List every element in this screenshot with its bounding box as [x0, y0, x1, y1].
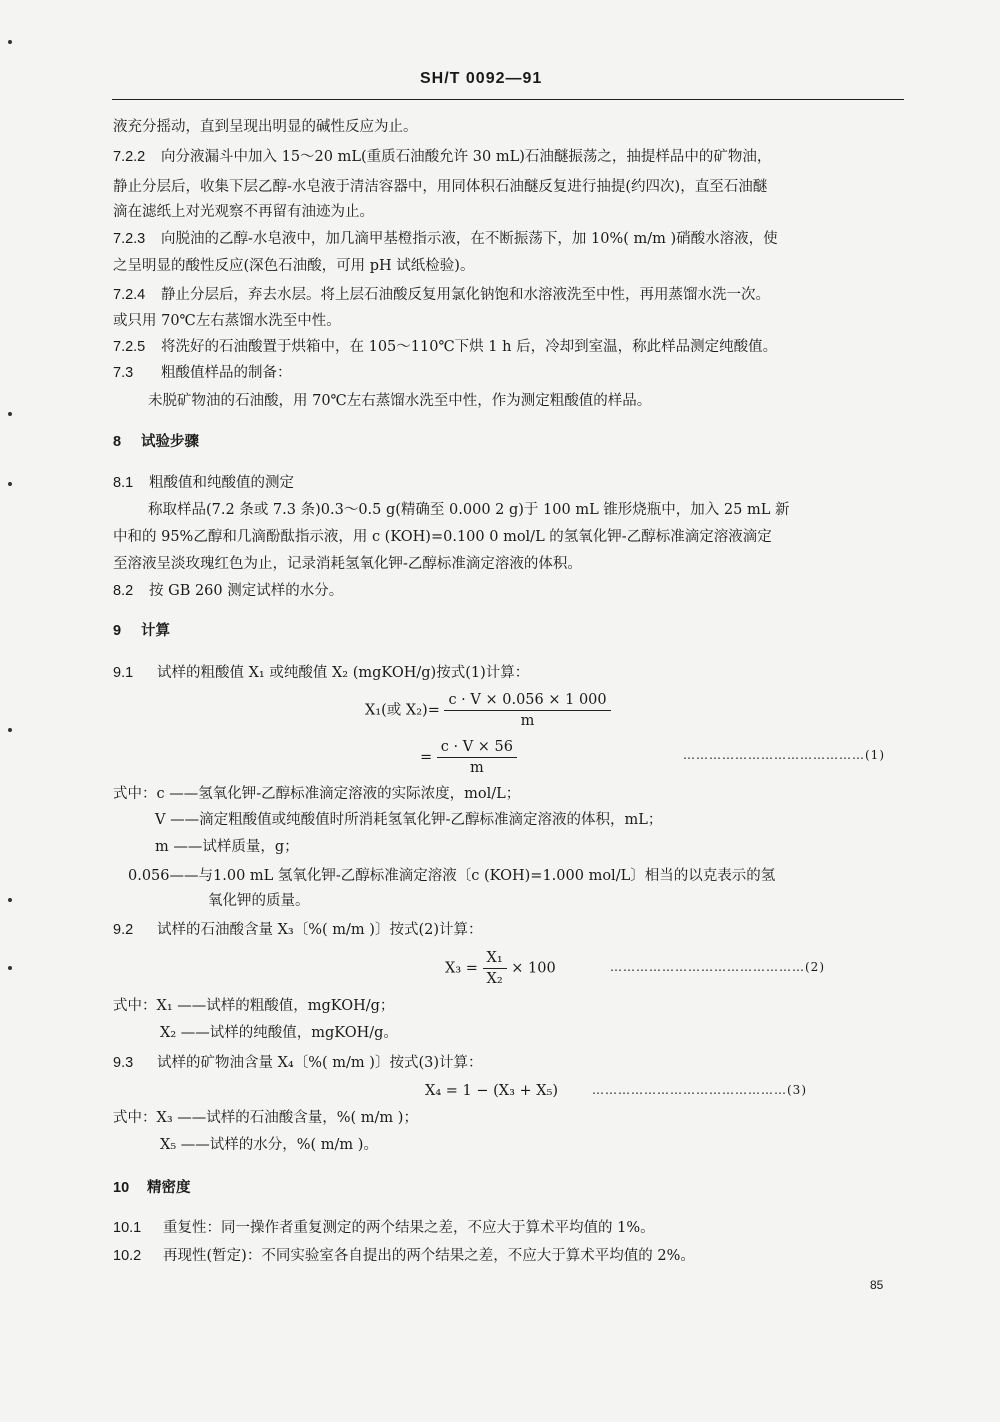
section-number: 9: [113, 623, 122, 639]
clause-7-2-5: [113, 337, 777, 357]
clause-8-2: [113, 581, 343, 601]
clause-number: 9.3: [113, 1055, 134, 1071]
clause-number: 8.1: [113, 475, 134, 491]
paragraph-line: 未脱矿物油的石油酸，用 70℃左右蒸馏水洗至中性，作为测定粗酸值的样品。: [148, 393, 652, 409]
clause-7-3: [113, 363, 292, 383]
clause-text: 试样的矿物油含量 X₄〔%( m/m )〕按式(3)计算：: [157, 1055, 483, 1071]
clause-text: 按 GB 260 测定试样的水分。: [149, 583, 344, 599]
scan-speck: [8, 40, 12, 44]
section-title: 试验步骤: [141, 434, 199, 450]
paragraph-line: 之呈明显的酸性反应(深色石油酸，可用 pH 试纸检验)。: [113, 258, 475, 274]
clause-9-2: [113, 920, 482, 940]
where-line: 0.056——与1.00 mL 氢氧化钾-乙醇标准滴定溶液〔c (KOH)=1.000 mol/L〕相当的以克表示的氢: [128, 868, 776, 884]
clause-number: 7.2.2: [113, 149, 146, 165]
equation-number: (3): [787, 1083, 807, 1097]
clause-text: 重复性：同一操作者重复测定的两个结果之差，不应大于算术平均值的 1%。: [163, 1220, 655, 1236]
clause-text: 向脱油的乙醇-水皂液中，加几滴甲基橙指示液，在不断振荡下，加 10%( m/m )硝酸水溶液，使: [161, 231, 778, 247]
scan-speck: [8, 728, 12, 732]
clause-text: 试样的粗酸值 X₁ 或纯酸值 X₂ (mgKOH/g)按式(1)计算：: [157, 665, 530, 681]
where-line: X₂ ——试样的纯酸值，mgKOH/g。: [160, 1025, 398, 1041]
clause-text: 将洗好的石油酸置于烘箱中，在 105～110℃下烘 1 h 后，冷却到室温，称此样品测定纯酸值。: [161, 339, 778, 355]
fraction-denominator: m: [470, 760, 484, 776]
equation-fraction: [437, 737, 517, 778]
scan-speck: [8, 412, 12, 416]
clause-number: 9.2: [113, 922, 134, 938]
clause-7-2-3: [113, 229, 778, 249]
paragraph-line: 液充分摇动，直到呈现出明显的碱性反应为止。: [113, 119, 418, 135]
clause-text: 试样的石油酸含量 X₃〔%( m/m )〕按式(2)计算：: [157, 922, 483, 938]
section-number: 10: [113, 1180, 130, 1196]
clause-8-1: [113, 473, 294, 493]
where-line: 式中：X₁ ——试样的粗酸值，mgKOH/g；: [113, 998, 395, 1014]
where-line: 式中：X₃ ——试样的石油酸含量，%( m/m )；: [113, 1110, 418, 1126]
clause-7-2-4: [113, 285, 770, 305]
equation-lhs: =: [420, 749, 433, 766]
section-9-heading: [113, 621, 170, 641]
where-line: X₅ ——试样的水分，%( m/m )。: [160, 1137, 378, 1153]
equation-lhs: X₁(或 X₂)=: [365, 702, 440, 719]
section-title: 精密度: [147, 1180, 191, 1196]
clause-text: 粗酸值和纯酸值的测定: [149, 475, 294, 491]
clause-10-2: [113, 1246, 695, 1266]
equation-3: X₄ = 1 − (X₃ + X₅): [425, 1083, 559, 1099]
equation-lhs: X₃ =: [445, 960, 478, 977]
section-number: 8: [113, 434, 122, 450]
section-title: 计算: [141, 623, 170, 639]
paragraph-line: 至溶液呈淡玫瑰红色为止，记录消耗氢氧化钾-乙醇标准滴定溶液的体积。: [113, 556, 582, 572]
equation-2: [445, 948, 556, 989]
fraction-denominator: m: [520, 713, 535, 729]
scan-speck: [8, 482, 12, 486]
clause-10-1: [113, 1218, 655, 1238]
equation-fraction: [444, 690, 610, 731]
clause-number: 8.2: [113, 583, 134, 599]
equation-2-leader: ………………………………………(2): [610, 960, 825, 974]
clause-number: 10.1: [113, 1220, 142, 1236]
clause-number: 7.2.3: [113, 231, 146, 247]
clause-number: 9.1: [113, 665, 134, 681]
header-rule: [112, 99, 904, 100]
equation-1-leader: ……………………………………(1): [683, 748, 885, 762]
page-number: 85: [870, 1278, 884, 1292]
standard-code-header: SH/T 0092—91: [420, 70, 543, 87]
fraction-numerator: c · V × 0.056 × 1 000: [444, 690, 610, 711]
equation-fraction: [483, 948, 507, 989]
paragraph-line: 静止分层后，收集下层乙醇-水皂液于清洁容器中，用同体积石油醚反复进行抽提(约四次)，直至石油醚: [113, 179, 768, 195]
where-line: V ——滴定粗酸值或纯酸值时所消耗氢氧化钾-乙醇标准滴定溶液的体积，mL；: [155, 812, 663, 828]
section-10-heading: [113, 1178, 191, 1198]
equation-3-leader: ………………………………………(3): [592, 1083, 807, 1097]
equation-number: (1): [865, 748, 885, 762]
paragraph-line: 称取样品(7.2 条或 7.3 条)0.3～0.5 g(精确至 0.000 2 g)于 100 mL 锥形烧瓶中，加入 25 mL 新: [148, 502, 790, 518]
clause-text: 再现性(暂定)：不同实验室各自提出的两个结果之差，不应大于算术平均值的 2%。: [163, 1248, 695, 1264]
clause-number: 7.2.5: [113, 339, 146, 355]
clause-9-1: [113, 663, 529, 683]
where-line: 式中：c ——氢氧化钾-乙醇标准滴定溶液的实际浓度，mol/L；: [113, 786, 521, 802]
scan-speck: [8, 898, 12, 902]
scan-speck: [8, 966, 12, 970]
clause-9-3: [113, 1053, 482, 1073]
clause-number: 10.2: [113, 1248, 142, 1264]
paragraph-line: 滴在滤纸上对光观察不再留有油迹为止。: [113, 204, 374, 220]
equation-number: (2): [805, 960, 825, 974]
clause-text: 粗酸值样品的制备：: [161, 365, 292, 381]
clause-text: 向分液漏斗中加入 15～20 mL(重质石油酸允许 30 mL)石油醚振荡之，抽提样品中的矿物油，: [161, 149, 772, 165]
paragraph-line: 或只用 70℃左右蒸馏水洗至中性。: [113, 313, 341, 329]
fraction-numerator: c · V × 56: [437, 737, 517, 758]
clause-number: 7.2.4: [113, 287, 146, 303]
where-line: 氧化钾的质量。: [208, 893, 310, 909]
equation-1-line-1: [365, 690, 611, 731]
fraction-denominator: X₂: [486, 971, 503, 987]
section-8-heading: [113, 432, 199, 452]
equation-rhs: × 100: [511, 960, 556, 977]
clause-7-2-2: [113, 147, 771, 167]
fraction-numerator: X₁: [483, 948, 507, 969]
equation-1-line-2: [420, 737, 517, 778]
paragraph-line: 中和的 95%乙醇和几滴酚酞指示液，用 c (KOH)=0.100 0 mol/L 的氢氧化钾-乙醇标准滴定溶液滴定: [113, 529, 772, 545]
clause-number: 7.3: [113, 365, 134, 381]
clause-text: 静止分层后，弃去水层。将上层石油酸反复用氯化钠饱和水溶液洗至中性，再用蒸馏水洗一次。: [161, 287, 770, 303]
where-line: m ——试样质量，g；: [155, 839, 299, 855]
